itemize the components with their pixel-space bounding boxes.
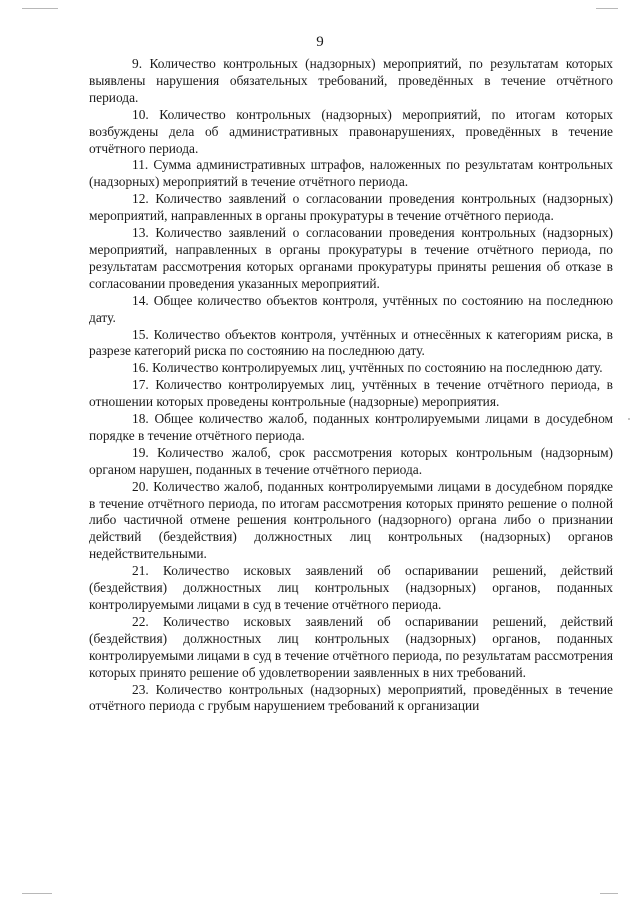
paragraph-item-9: 9. Количество контрольных (надзорных) мероприятий, по результатам которых выявлены нарушения обязательных требований, проведённых в течение отчётного периода. — [89, 56, 613, 105]
scan-edge-mark-top-left — [22, 8, 58, 9]
paragraph-item-12: 12. Количество заявлений о согласовании проведения контрольных (надзорных) мероприятий, направленных в органы прокуратуры в течение отчётного периода. — [89, 191, 613, 224]
scan-edge-mark-top-right — [596, 8, 618, 9]
paragraph-item-10: 10. Количество контрольных (надзорных) мероприятий, по итогам которых возбуждены дела об административных правонарушениях, проведённых в течение отчётного периода. — [89, 106, 613, 156]
paragraph-item-16: 16. Количество контролируемых лиц, учтённых по состоянию на последнюю дату. — [132, 360, 603, 376]
paragraph-item-23: 23. Количество контрольных (надзорных) мероприятий, проведённых в течение отчётного периода с грубым нарушением требований к организации — [89, 681, 613, 714]
paragraph-item-14: 14. Общее количество объектов контроля, учтённых по состоянию на последнюю дату. — [89, 292, 613, 325]
paragraph-item-17: 17. Количество контролируемых лиц, учтённых в течение отчётного периода, в отношении которых проведены контрольные (надзорные) мероприятия. — [89, 377, 613, 410]
scan-edge-mark-bottom-right — [600, 893, 618, 894]
paragraph-item-22: 22. Количество исковых заявлений об оспаривании решений, действий (бездействия) должностных лиц контрольных (надзорных) органов, поданных контролируемыми лицами в суд в течение отчётного периода, по результатам рассмотрения которых принято решение об удовлетворении заявленных в них требований. — [89, 613, 613, 680]
paragraph-item-13: 13. Количество заявлений о согласовании проведения контрольных (надзорных) мероприятий, направленных в органы прокуратуры в течение отчётного периода, по результатам рассмотрения которых органами прокуратуры приняты решения об отказе в согласовании проведения указанных мероприятий. — [89, 225, 613, 291]
paragraph-item-18: 18. Общее количество жалоб, поданных контролируемыми лицами в досудебном порядке в течение отчётного периода. — [89, 411, 613, 443]
paragraph-item-19: 19. Количество жалоб, срок рассмотрения которых контрольным (надзорным) органом нарушен, поданных в течение отчётного периода. — [89, 444, 613, 477]
document-body — [89, 56, 613, 715]
paragraph-item-21: 21. Количество исковых заявлений об оспаривании решений, действий (бездействия) должностных лиц контрольных (надзорных) органов, поданных контролируемыми лицами в суд в течение отчётного периода. — [89, 563, 613, 612]
paragraph-item-11: 11. Сумма административных штрафов, наложенных по результатам контрольных (надзорных) мероприятий в течение отчётного периода. — [89, 157, 613, 190]
page-number: 9 — [316, 34, 324, 50]
paragraph-item-15: 15. Количество объектов контроля, учтённых и отнесённых к категориям риска, в разрезе категорий риска по состоянию на последнюю дату. — [89, 326, 613, 359]
scan-edge-mark-bottom-left — [22, 893, 52, 894]
scan-speck-right-margin — [628, 418, 630, 420]
paragraph-item-20: 20. Количество жалоб, поданных контролируемыми лицами в досудебном порядке в течение отчётного периода, по итогам рассмотрения которых принято решение о полной либо частичной отмене решения контрольного (надзорного) органа либо о признании действий (бездействия) должностных лиц контрольных (надзорных) органов недействительными. — [89, 478, 613, 562]
